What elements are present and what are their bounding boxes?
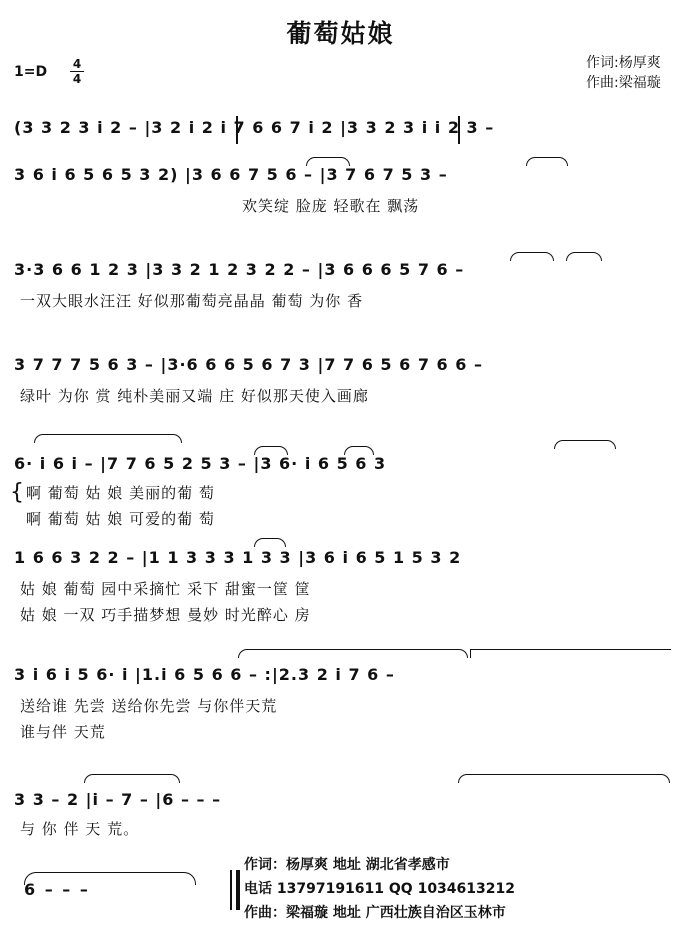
- score-line-3: [14, 250, 670, 328]
- footer-composer-info: 作曲：梁福璇 地址 广西壮族自治区玉林市: [244, 905, 506, 921]
- final-barline: [230, 870, 232, 910]
- score-line-7: [14, 655, 670, 741]
- meter-bottom: 4: [72, 72, 82, 86]
- notes-line-6: 1 6 6 3 2 2 – |1 1 3 3 3 1 3 3 |3 6 i 6 5 1 5 3 2: [14, 548, 462, 567]
- meter-top: 4: [72, 57, 82, 71]
- notes-line-5: 6· i 6 i – |7 7 6 5 2 5 3 – |3 6· i 6 5 6 3: [14, 454, 387, 473]
- slur: [554, 440, 616, 449]
- final-notes: 6 – – –: [24, 880, 90, 899]
- lyric-line-7-verse-1: 送给谁 先尝 送给你先尝 与你伴天荒: [20, 697, 278, 715]
- lyric-line-3: 一双大眼水汪汪 好似那葡萄亮晶晶 葡萄 为你 香: [20, 292, 364, 310]
- slur: [458, 774, 670, 783]
- notes-line-7: 3 i 6 i 5 6· i |1.i 6 5 6 6 – :|2.3 2 i 7 6 –: [14, 665, 395, 684]
- slur: [254, 538, 286, 547]
- score-line-6: [14, 538, 670, 624]
- barline: [458, 116, 460, 144]
- notes-line-1: (3 3 2 3 i 2 – |3 2 i 2 i 7 6 6 7 i 2 |3 3 2 3 i i 2 3 –: [14, 118, 495, 137]
- notes-line-8: 3 3 – 2 |i – 7 – |6 – – –: [14, 790, 222, 809]
- score-line-5: [10, 444, 670, 528]
- lyric-line-5-verse-1: 啊 葡萄 姑 娘 美丽的葡 萄: [26, 484, 215, 502]
- slur: [34, 434, 182, 443]
- score-line-8: [14, 780, 670, 858]
- notes-line-4: 3 7 7 7 5 6 3 – |3·6 6 6 5 6 7 3 |7 7 6 5 6 7 6 6 –: [14, 355, 483, 374]
- final-barline-thick: [236, 870, 240, 910]
- lyric-line-6-verse-2: 姑 娘 一双 巧手描梦想 曼妙 时光醉心 房: [20, 606, 311, 624]
- time-signature: [70, 58, 84, 85]
- lyric-line-6-verse-1: 姑 娘 葡萄 园中采摘忙 采下 甜蜜一筐 筐: [20, 580, 311, 598]
- slur: [510, 252, 554, 261]
- score-line-2: [14, 155, 670, 233]
- slur: [526, 157, 568, 166]
- lyricist-credit: 作词:杨厚爽: [586, 55, 661, 71]
- lyric-line-5-verse-2: 啊 葡萄 姑 娘 可爱的葡 萄: [26, 510, 215, 528]
- lyric-line-2: 欢笑绽 脸庞 轻歌在 飘荡: [242, 197, 420, 215]
- lyric-line-4: 绿叶 为你 赏 纯朴美丽又端 庄 好似那天使入画廊: [20, 387, 369, 405]
- song-title: 葡萄姑娘: [286, 19, 395, 48]
- footer-lyricist-info: 作词：杨厚爽 地址 湖北省孝感市: [244, 857, 450, 873]
- verse-brace: {: [10, 480, 24, 505]
- slur: [566, 252, 602, 261]
- second-ending-bracket: [470, 649, 671, 658]
- score-line-4: [14, 345, 670, 423]
- footer-phone-info: 电话 13797191611 QQ 1034613212: [244, 881, 515, 897]
- notes-line-3: 3·3 6 6 1 2 3 |3 3 2 1 2 3 2 2 – |3 6 6 6 5 7 6 –: [14, 260, 465, 279]
- notes-line-2: 3 6 i 6 5 6 5 3 2) |3 6 6 7 5 6 – |3 7 6 7 5 3 –: [14, 165, 448, 184]
- barline: [236, 116, 238, 144]
- lyric-line-7-verse-2: 谁与伴 天荒: [20, 723, 106, 741]
- first-ending-bracket: [238, 649, 468, 658]
- key-signature: 1=D: [14, 64, 48, 80]
- slur: [306, 157, 350, 166]
- lyric-line-8: 与 你 伴 天 荒。: [20, 820, 140, 838]
- slur: [84, 774, 180, 783]
- composer-credit: 作曲:梁福璇: [586, 75, 661, 91]
